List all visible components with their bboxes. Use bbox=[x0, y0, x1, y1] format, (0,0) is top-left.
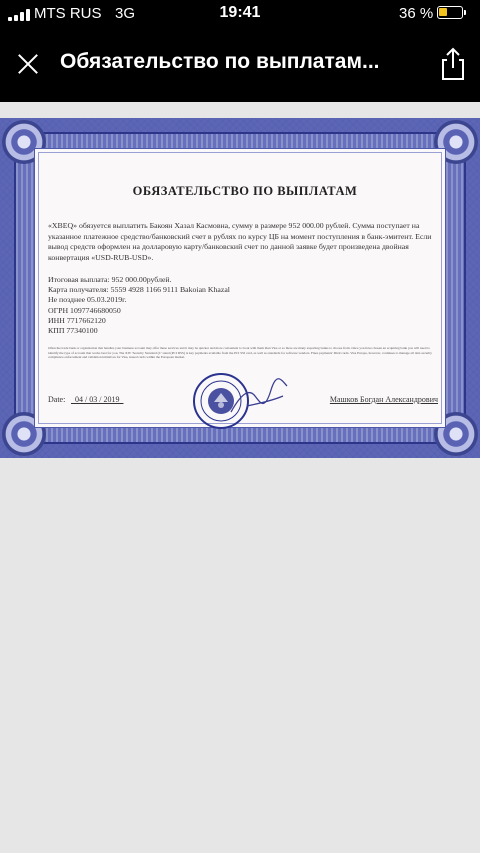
battery-level bbox=[439, 8, 447, 16]
fine-print: Often the trade bank or organization that handles your business account may offer these services and it may be quicker and more convenient to book with them than Visa or so there are many exporting banks to choose from. Once you have chosen an acquiring bank you will need to identify the type of account that works best for you. The XIV 'Security Standard (C' stand (PCI DSS) is key payments available from the PCI SSI card, as well as standards for software vendors. Fines payments' Dixit cards. Visa Europe, however, continues to manage all data security compliance enforcement and validation initiatives for Visa, issued cards within the European market. bbox=[48, 346, 432, 360]
detail-line: Не позднее 05.03.2019г. bbox=[48, 295, 127, 305]
document-image bbox=[0, 118, 480, 458]
share-icon bbox=[438, 46, 468, 82]
close-button[interactable] bbox=[12, 48, 44, 80]
payment-details bbox=[48, 275, 442, 336]
detail-line: Итоговая выплата: 952 000.00рублей. bbox=[48, 275, 172, 284]
date-value: 04 / 03 / 2019 bbox=[71, 395, 124, 404]
network-type: 3G bbox=[115, 5, 136, 22]
top-bar bbox=[0, 0, 480, 102]
document-viewer[interactable] bbox=[0, 102, 480, 853]
obligation-paragraph: «XBEQ» обязуется выплатить Бакоян Хазал Касмовна, сумму в размере 952 000.00 рублей. Сумма поступает на указанное платежное средство/банковский счет в рублях по курсу ЦБ на момент поступления в банк-эмитент. Если вывод средств оформлен на долларовую карту/банковский счет по данной заявке будет произведена двойная конвертация «USD-RUB-USD». bbox=[48, 221, 432, 262]
battery-icon bbox=[437, 6, 463, 19]
date-label: Date: bbox=[48, 395, 66, 404]
detail-line: КПП 77340100 bbox=[48, 326, 98, 336]
carrier-name: MTS RUS bbox=[34, 5, 102, 22]
page-title: Обязательство по выплатам... bbox=[60, 50, 380, 73]
status-time: 19:41 bbox=[219, 4, 261, 21]
signature-icon bbox=[225, 376, 293, 420]
share-button[interactable] bbox=[438, 46, 468, 82]
detail-line: ОГРН 1097746680050 bbox=[48, 305, 121, 315]
detail-line: Карта получателя: 5559 4928 1166 9111 Bakoian Khazal bbox=[48, 285, 230, 295]
detail-line: ИНН 7717662120 bbox=[48, 315, 106, 325]
signer-name: Машков Богдан Александрович bbox=[329, 395, 438, 404]
certificate bbox=[0, 118, 480, 458]
battery-percent: 36 % bbox=[399, 5, 434, 22]
certificate-title: ОБЯЗАТЕЛЬСТВО ПО ВЫПЛАТАМ bbox=[132, 184, 358, 198]
certificate-content bbox=[48, 166, 442, 360]
status-bar bbox=[0, 0, 480, 28]
